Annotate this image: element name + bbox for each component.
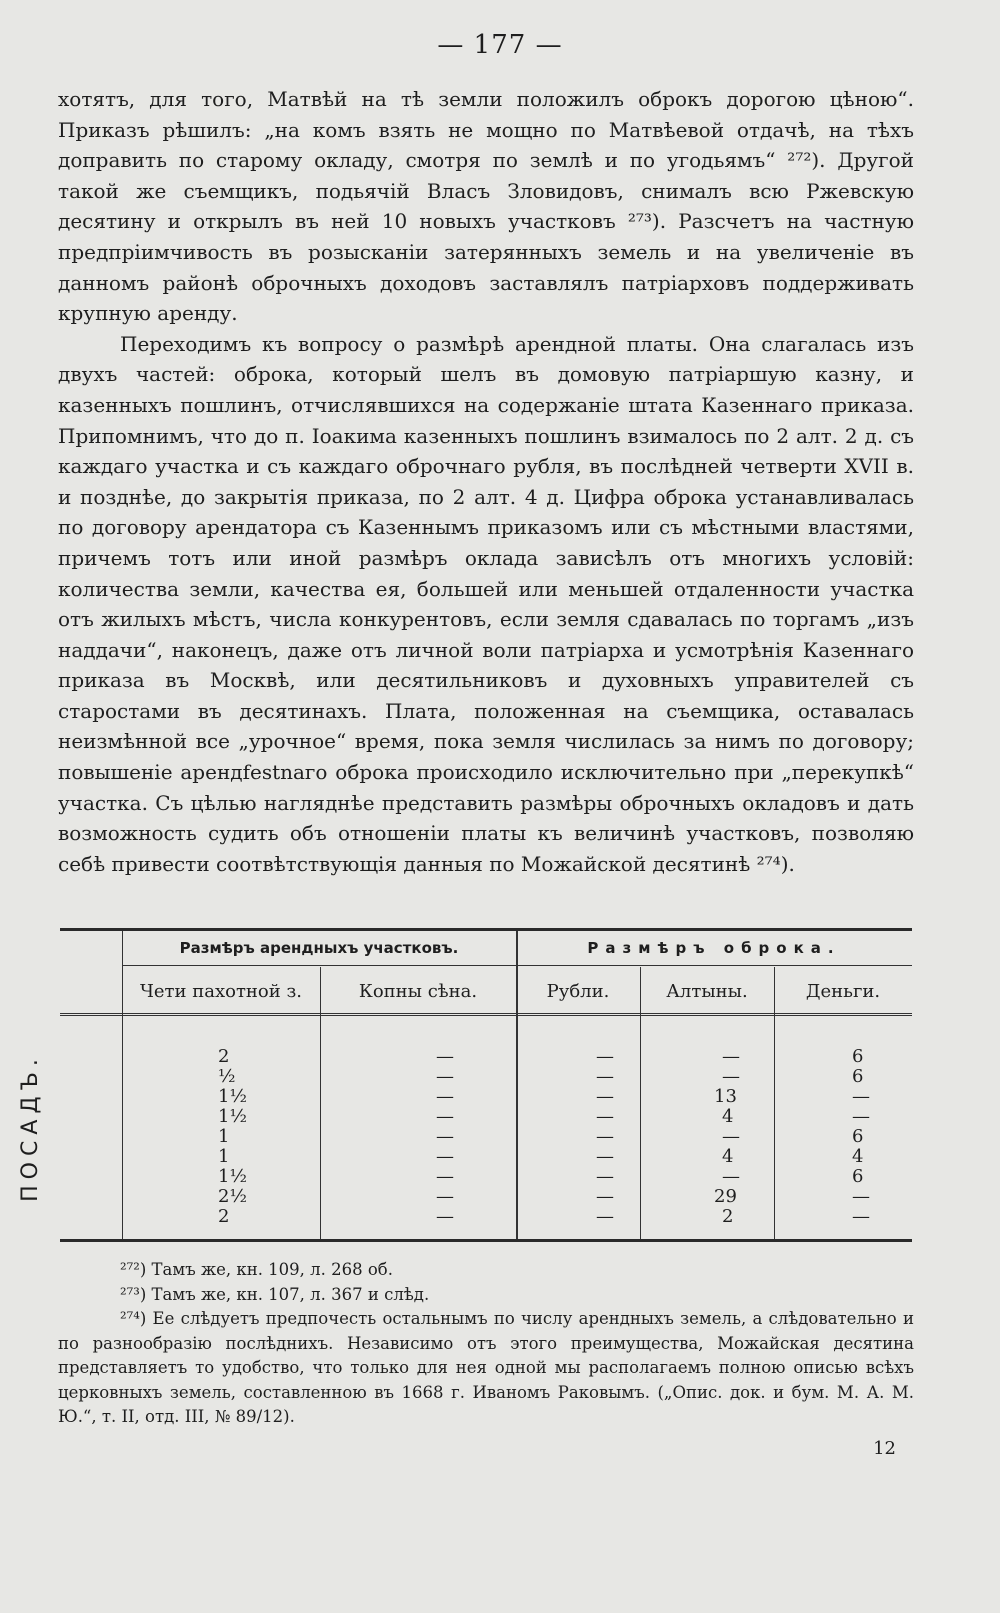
printer-signature: 12	[873, 1438, 896, 1459]
cell-hay: —	[436, 1206, 454, 1227]
cell-dengi: —	[852, 1206, 870, 1227]
cell-dengi: —	[852, 1106, 870, 1127]
table-row	[60, 1106, 912, 1126]
cell-rubles: —	[596, 1186, 614, 1207]
cell-rubles: —	[596, 1086, 614, 1107]
table-row	[60, 1186, 912, 1206]
cell-altyns: —	[722, 1166, 740, 1187]
footnote-274: ²⁷⁴) Ее слѣдуетъ предпочесть остальнымъ по числу арендныхъ земель, а слѣдовательно и по разнообразію послѣднихъ. Независимо отъ этого преимущества, Можайская десятина представляетъ то удобство, что только для нея одной мы располагаемъ полною описью всѣхъ церковныхъ земель, составленною въ 1668 г. Иваномъ Раковымъ. („Опис. док. и бум. М. А. М. Ю.“, т. II, отд. III, № 89/12).	[58, 1309, 914, 1426]
table-body	[60, 1046, 912, 1226]
cell-rubles: —	[596, 1146, 614, 1167]
table-row	[60, 1146, 912, 1166]
cell-dengi: 6	[852, 1166, 864, 1187]
cell-rubles: —	[596, 1106, 614, 1127]
column-header-arable: Чети пахотной з.	[139, 981, 302, 1002]
cell-arable: 1½	[218, 1106, 247, 1127]
cell-arable: 1	[218, 1126, 230, 1147]
cell-hay: —	[436, 1066, 454, 1087]
cell-hay: —	[436, 1166, 454, 1187]
cell-arable: 2½	[218, 1186, 247, 1207]
cell-altyns: 2	[722, 1206, 734, 1227]
footnote-272: ²⁷²) Тамъ же, кн. 109, л. 268 об.	[120, 1260, 393, 1279]
paragraph-1: хотятъ, для того, Матвѣй на тѣ земли положилъ оброкъ дорогою цѣною“. Приказъ рѣшилъ: „на комъ взять не мощно по Матвѣевой отдачѣ, на тѣхъ доправить по старому окладу, смотря по землѣ и по угодьямъ“ ²⁷²). Другой такой же съемщикъ, подьячій Власъ Зловидовъ, снималъ всю Ржевскую десятину и открылъ въ ней 10 новыхъ участковъ ²⁷³). Разсчетъ на частную предпріимчивость въ розысканіи затерянныхъ земель и на увеличеніе въ данномъ районѣ оброчныхъ доходовъ заставлялъ патріарховъ поддерживать крупную аренду.	[58, 87, 914, 326]
table-row	[60, 1086, 912, 1106]
column-header-hay: Копны сѣна.	[358, 981, 478, 1002]
cell-altyns: —	[722, 1066, 740, 1087]
group-header-rent: Размѣръ оброка.	[587, 939, 841, 957]
table-row	[60, 1206, 912, 1226]
cell-rubles: —	[596, 1046, 614, 1067]
cell-hay: —	[436, 1046, 454, 1067]
main-text	[58, 84, 914, 879]
column-header-altyns: Алтыны.	[666, 981, 748, 1002]
cell-arable: 1½	[218, 1086, 247, 1107]
cell-dengi: —	[852, 1186, 870, 1207]
column-header-rubles: Рубли.	[546, 981, 610, 1002]
cell-arable: 1½	[218, 1166, 247, 1187]
row-group-label-text: ПОСАДЪ.	[17, 1052, 43, 1202]
cell-rubles: —	[596, 1206, 614, 1227]
cell-dengi: 6	[852, 1126, 864, 1147]
table-row	[60, 1126, 912, 1146]
cell-altyns: 29	[714, 1186, 737, 1207]
cell-hay: —	[436, 1106, 454, 1127]
row-group-label	[10, 1022, 50, 1232]
cell-dengi: 6	[852, 1046, 864, 1067]
cell-hay: —	[436, 1146, 454, 1167]
cell-arable: ½	[218, 1066, 236, 1087]
cell-hay: —	[436, 1186, 454, 1207]
cell-altyns: 13	[714, 1086, 737, 1107]
cell-arable: 2	[218, 1046, 230, 1067]
table-row	[60, 1166, 912, 1186]
cell-rubles: —	[596, 1126, 614, 1147]
table-row	[60, 1066, 912, 1086]
table-row	[60, 1046, 912, 1066]
cell-hay: —	[436, 1126, 454, 1147]
table-group-rule	[122, 965, 912, 966]
column-header-dengi: Деньги.	[805, 981, 881, 1002]
paragraph-2: Переходимъ къ вопросу о размѣрѣ арендной платы. Она слагалась изъ двухъ частей: оброка, который шелъ въ домовую патріаршую казну, и казенныхъ пошлинъ, отчислявшихся на содержаніе штата Казеннаго приказа. Припомнимъ, что до п. Іоакима казенныхъ пошлинъ взималось по 2 алт. 2 д. съ каждаго участка и съ каждаго оброчнаго рубля, въ послѣдней четверти XVII в. и позднѣе, до закрытія приказа, по 2 алт. 4 д. Цифра оброка устанавливалась по договору арендатора съ Казеннымъ приказомъ или съ мѣстными властями, причемъ тотъ или иной размѣръ оклада зависѣлъ отъ многихъ условій: количества земли, качества ея, большей или меньшей отдаленности участка отъ жилыхъ мѣстъ, числа конкурентовъ, если земля сдавалась по торгамъ „изъ наддачи“, наконецъ, даже отъ личной воли патріарха и усмотрѣнія Казеннаго приказа въ Москвѣ, или десятильниковъ и духовныхъ управителей съ старостами въ десятинахъ. Плата, положенная на съемщика, оставалась неизмѣнной все „урочное“ время, пока земля числилась за нимъ по договору; повышеніе арендfestnaго оброка происходило исключительно при „перекупкѣ“ участка. Съ цѣлью нагляднѣе представить размѣры оброчныхъ окладовъ и дать возможность судить объ отношеніи платы къ величинѣ участковъ, позволяю себѣ привести соотвѣтствующія данныя по Можайской десятинѣ ²⁷⁴).	[58, 331, 914, 876]
cell-dengi: —	[852, 1086, 870, 1107]
cell-arable: 2	[218, 1206, 230, 1227]
cell-hay: —	[436, 1086, 454, 1107]
cell-altyns: —	[722, 1126, 740, 1147]
cell-dengi: 4	[852, 1146, 864, 1167]
cell-altyns: 4	[722, 1146, 734, 1167]
cell-altyns: —	[722, 1046, 740, 1067]
cell-dengi: 6	[852, 1066, 864, 1087]
footnotes	[58, 1258, 914, 1430]
page-number: — 177 —	[437, 30, 563, 60]
group-header-area: Размѣръ арендныхъ участковъ.	[179, 939, 459, 957]
table-header-rule	[60, 1013, 912, 1016]
cell-rubles: —	[596, 1166, 614, 1187]
cell-altyns: 4	[722, 1106, 734, 1127]
footnote-273: ²⁷³) Тамъ же, кн. 107, л. 367 и слѣд.	[120, 1284, 430, 1304]
cell-rubles: —	[596, 1066, 614, 1087]
cell-arable: 1	[218, 1146, 230, 1167]
